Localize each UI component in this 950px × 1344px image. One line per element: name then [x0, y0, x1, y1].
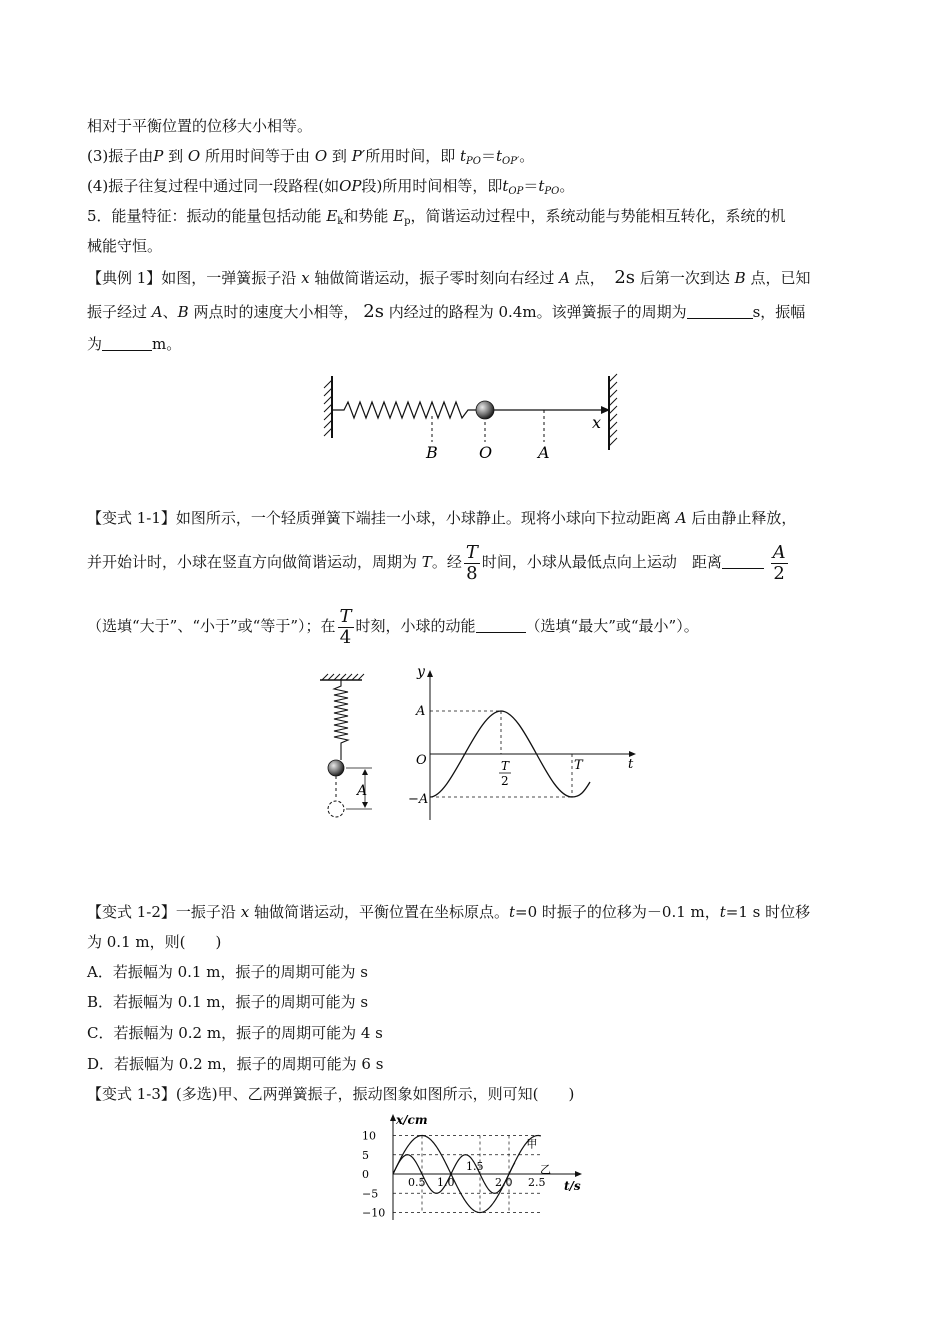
numerator: A — [772, 541, 786, 563]
text: （选填“最大”或“最小”）。 — [525, 617, 699, 635]
text-line-1 — [87, 116, 312, 136]
subscript: OP — [508, 186, 524, 197]
y-tick-label: 5 — [362, 1148, 369, 1162]
var: T — [421, 553, 432, 571]
text: 、 — [162, 303, 178, 321]
var: A — [151, 303, 163, 321]
spring-oscillator-figure — [318, 372, 623, 464]
label-A: A — [538, 443, 550, 462]
lowest-position — [328, 801, 344, 817]
vertical-spring — [334, 680, 348, 760]
label-A-side: A — [357, 783, 368, 799]
answer-blank[interactable] — [687, 304, 753, 319]
text: 2s — [614, 267, 636, 288]
var: A — [559, 269, 570, 287]
vertical-spring-figure — [312, 664, 642, 826]
text: 。经 — [431, 553, 462, 571]
text: 5．能量特征：振动的能量包括动能 — [87, 207, 322, 225]
label-O: O — [416, 753, 427, 768]
right-wall-hatch — [609, 374, 617, 446]
variant-1-2-line-2 — [87, 932, 221, 952]
answer-blank[interactable] — [722, 554, 764, 569]
spring — [332, 402, 476, 418]
var: t — [538, 177, 545, 195]
text: (4)振子往复过程中通过同一段路程(如 — [87, 177, 340, 195]
text: 点，已知 — [750, 269, 811, 287]
text: 到 — [331, 147, 347, 165]
x-tick-label: 2.5 — [528, 1176, 546, 1189]
example-1-line-3 — [87, 334, 181, 354]
text: 时刻，小球的动能 — [355, 617, 476, 635]
text: 械能守恒。 — [87, 237, 163, 255]
y-tick-label: −10 — [362, 1206, 386, 1220]
text: 和势能 — [343, 207, 389, 225]
text: m。 — [152, 335, 182, 353]
example-1-line-1 — [87, 268, 810, 288]
option-C[interactable] — [87, 1023, 383, 1043]
x-tick-label: 1.5 — [466, 1160, 484, 1173]
text: ，简谐运动过程中，系统动能与势能相互转化，系统的机 — [410, 207, 786, 225]
variant-1-1-line-3 — [87, 604, 699, 648]
numerator: T — [339, 605, 352, 627]
answer-blank[interactable] — [102, 336, 152, 351]
label-x: x — [592, 413, 602, 432]
option-B[interactable] — [87, 992, 368, 1012]
example-1-line-2 — [87, 302, 805, 322]
var: A — [675, 509, 687, 527]
text: 轴做简谐运动，平衡位置在坐标原点。 — [253, 903, 509, 921]
subscript: OP′ — [502, 156, 520, 167]
chart-ylabel: x/cm — [396, 1113, 428, 1127]
text: 后由静止释放， — [691, 509, 797, 527]
label-A: A — [416, 704, 426, 719]
text: 为 — [87, 335, 103, 353]
x-tick-label: 2.0 — [495, 1176, 513, 1189]
text-line-2 — [87, 146, 534, 172]
x-tick-label: 1.0 — [437, 1176, 455, 1189]
option-A[interactable] — [87, 962, 368, 982]
text: 到 — [168, 147, 184, 165]
variant-1-3-line-1 — [87, 1084, 574, 1104]
var: P′ — [351, 147, 366, 165]
label-negA: −A — [408, 792, 429, 807]
text: 【变式 1-3】(多选)甲、乙两弹簧振子，振动图象如图所示，则可知( ) — [87, 1085, 575, 1103]
chart-xlabel: t/s — [564, 1179, 581, 1193]
text: 【典例 1】如图，一弹簧振子沿 — [87, 269, 297, 287]
denominator: 8 — [464, 563, 480, 584]
label-B: B — [426, 443, 438, 462]
y-tick-label: 0 — [362, 1168, 369, 1181]
hanging-ball — [328, 760, 344, 776]
series-label-jia: 甲 — [526, 1137, 538, 1151]
fraction-A-over-2 — [771, 543, 788, 584]
label-O: O — [479, 443, 493, 462]
label-T-half-den: 2 — [501, 774, 509, 788]
text: 轴做简谐运动，振子零时刻向右经过 — [314, 269, 555, 287]
var: OP — [339, 177, 362, 195]
text: 段)所用时间相等，即 — [361, 177, 503, 195]
text: 并开始计时，小球在竖直方向做简谐运动，周期为 — [87, 553, 418, 571]
text: 后第一次到达 — [639, 269, 730, 287]
numerator: T — [465, 541, 478, 563]
variant-1-2-line-1 — [87, 902, 810, 922]
label-T: T — [574, 758, 583, 773]
text: ＝ — [480, 147, 496, 165]
text: 内经过的路程为 0.4m。该弹簧振子的周期为 — [388, 303, 687, 321]
variant-1-1-line-1 — [87, 508, 796, 528]
var: B — [177, 303, 189, 321]
text: 相对于平衡位置的位移大小相等。 — [87, 117, 313, 135]
text: （选填“大于”、“小于”或“等于”）；在 — [87, 617, 336, 635]
var: B — [734, 269, 746, 287]
text: 。 — [559, 177, 575, 195]
var: t — [495, 147, 503, 165]
denominator: 2 — [771, 563, 788, 584]
oscillator-ball — [476, 401, 494, 419]
option-text: A．若振幅为 0.1 m，振子的周期可能为 s — [87, 963, 368, 981]
var: O — [314, 147, 328, 165]
dim-arrow-down-icon — [362, 802, 368, 808]
y-tick-label: −5 — [362, 1187, 379, 1201]
text: 为 0.1 m，则( ) — [87, 933, 222, 951]
var: t — [460, 147, 467, 165]
option-text: B．若振幅为 0.1 m，振子的周期可能为 s — [87, 993, 369, 1011]
text: 点， — [574, 269, 605, 287]
text: 【变式 1-2】一振子沿 — [87, 903, 236, 921]
option-text: C．若振幅为 0.2 m，振子的周期可能为 4 s — [87, 1024, 383, 1042]
text: 所用时间，即 — [365, 147, 456, 165]
answer-blank[interactable] — [476, 618, 526, 633]
y-tick-label: 10 — [362, 1129, 376, 1143]
text: 所用时间等于由 — [205, 147, 311, 165]
left-wall-hatch — [324, 380, 332, 436]
subscript: PO — [544, 186, 560, 197]
subscript: p — [404, 216, 411, 227]
var: O — [187, 147, 201, 165]
var: x — [240, 903, 250, 921]
text: =0 时振子的位移为－0.1 m， — [515, 903, 720, 921]
text: =1 s 时位移 — [725, 903, 811, 921]
text-line-3 — [87, 176, 574, 202]
variant-1-1-line-2 — [87, 540, 790, 584]
text: 。 — [519, 147, 535, 165]
var: E — [393, 207, 405, 225]
label-t: t — [628, 757, 634, 772]
text: ＝ — [523, 177, 539, 195]
text-line-4 — [87, 206, 786, 232]
text: 【变式 1-1】如图所示，一个轻质弹簧下端挂一小球，小球静止。现将小球向下拉动距离 — [87, 509, 671, 527]
subscript: k — [337, 216, 344, 227]
denominator: 4 — [338, 627, 354, 648]
fraction-T-over-8 — [464, 543, 480, 584]
dim-arrow-up-icon — [362, 769, 368, 775]
text: (3)振子由 — [87, 147, 154, 165]
option-D[interactable] — [87, 1054, 383, 1074]
ceiling-hatch — [322, 674, 364, 680]
label-T-half-num: T — [501, 759, 510, 773]
vibration-chart — [360, 1112, 600, 1224]
text: 时间，小球从最低点向上运动 距离 — [481, 553, 722, 571]
chart-x-arrow-icon — [575, 1171, 582, 1177]
var: t — [508, 903, 516, 921]
var: E — [326, 207, 338, 225]
label-y: y — [417, 664, 425, 680]
option-text: D．若振幅为 0.2 m，振子的周期可能为 6 s — [87, 1055, 384, 1073]
y-axis-arrow-icon — [427, 670, 433, 677]
text: s，振幅 — [752, 303, 806, 321]
text: 振子经过 — [87, 303, 148, 321]
text-line-5 — [87, 236, 162, 256]
series-label-yi: 乙 — [540, 1163, 551, 1176]
var: t — [502, 177, 509, 195]
text: 2s — [363, 301, 384, 322]
fraction-T-over-4 — [338, 607, 354, 648]
text: 两点时的速度大小相等， — [193, 303, 359, 321]
x-tick-label: 0.5 — [408, 1176, 426, 1189]
var: x — [301, 269, 310, 287]
var: P — [153, 147, 164, 165]
subscript: PO — [466, 156, 481, 167]
var: t — [719, 903, 726, 921]
